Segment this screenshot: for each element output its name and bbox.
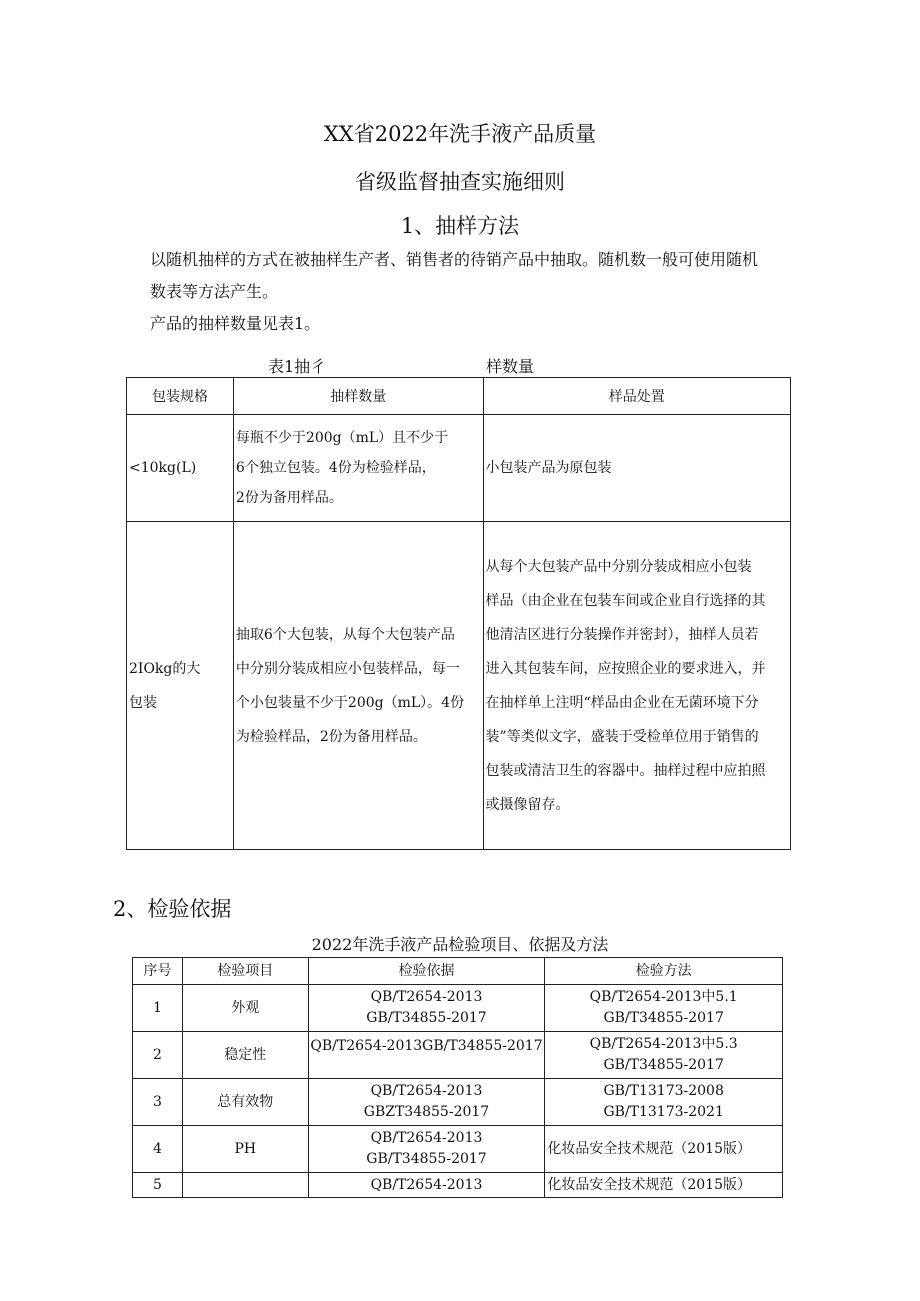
cell-line: 样品（由企业在包装车间或企业自行选择的其	[485, 592, 766, 609]
basis-cell	[308, 1079, 545, 1126]
inspection-table	[132, 957, 783, 1198]
table-header-cell: 包装规格	[127, 378, 234, 415]
cell-line: 化妆品安全技术规范（2015版）	[547, 1176, 751, 1193]
basis-cell	[308, 985, 545, 1032]
cell-line: GB/T34855-2017	[366, 1151, 487, 1167]
cell-line: 个小包装量不少于200g（mL）。4份	[235, 694, 465, 711]
cell-line: 他清洁区进行分装操作并密封），抽样人员若	[485, 626, 759, 643]
table-row	[133, 1173, 783, 1198]
method-cell	[545, 1079, 783, 1126]
table-header-cell: 检验项目	[182, 958, 308, 985]
handling-cell	[483, 415, 790, 522]
item-cell: PH	[182, 1126, 308, 1173]
cell-line: GB/T34855-2017	[603, 1010, 724, 1026]
quantity-cell	[233, 415, 483, 522]
spec-cell: <10kg(L)	[127, 415, 234, 522]
cell-line: GB/T13173-2008	[603, 1083, 724, 1099]
basis-cell	[308, 1173, 545, 1198]
cell-line: QB/T2654-2013中5.1	[589, 989, 738, 1005]
no-cell: 2	[133, 1032, 183, 1079]
para-line: 数表等方法产生。	[150, 282, 279, 301]
no-cell: 3	[133, 1079, 183, 1126]
no-cell: 1	[133, 985, 183, 1032]
cell-line: GB/T34855-2017	[366, 1010, 487, 1026]
cell-line: 抽取6个大包装，从每个大包装产品	[235, 626, 455, 643]
cell-line: 进入其包装车间，应按照企业的要求进入，并	[485, 660, 766, 677]
item-cell: 稳定性	[182, 1032, 308, 1079]
handling-cell	[483, 522, 790, 850]
cell-line: QB/T2654-2013	[370, 989, 483, 1005]
cell-line: 中分别分装成相应小包装样品，每一	[235, 660, 460, 677]
basis-cell	[308, 1126, 545, 1173]
cell-line: QB/T2654-2013	[370, 1130, 483, 1146]
item-cell	[182, 1173, 308, 1198]
table1-caption-right: 样数量	[486, 357, 535, 376]
cell-line: 包装	[129, 694, 157, 711]
basis-cell	[308, 1032, 545, 1079]
method-cell	[545, 1173, 783, 1198]
item-cell: 外观	[182, 985, 308, 1032]
document-title: XX省2022年洗手液产品质量	[323, 122, 597, 146]
spec-cell	[127, 522, 234, 850]
quantity-cell	[233, 522, 483, 850]
cell-line: 从每个大包装产品中分别分装成相应小包装	[485, 558, 752, 575]
sampling-table	[126, 377, 791, 850]
section2-heading: 2、检验依据	[113, 897, 232, 921]
cell-line: 在抽样单上注明“样品由企业在无菌环境下分	[485, 694, 759, 711]
cell-line: 2IOkg的大	[129, 660, 201, 677]
table-header-cell: 抽样数量	[233, 378, 483, 415]
item-cell: 总有效物	[182, 1079, 308, 1126]
no-cell: 5	[133, 1173, 183, 1198]
cell-line: 每瓶不少于200g（mL）且不少于	[235, 430, 449, 446]
cell-line: 6个独立包装。4份为检验样品，	[235, 460, 436, 476]
table-header-cell: 检验依据	[308, 958, 545, 985]
table-row	[127, 522, 791, 850]
cell-line: 小包装产品为原包装	[485, 460, 612, 476]
cell-line: QB/T2654-2013GB/T34855-2017	[310, 1038, 543, 1054]
method-cell	[545, 985, 783, 1032]
table-header-cell: 检验方法	[545, 958, 783, 985]
cell-line: 或摄像留存。	[485, 796, 570, 813]
table-row	[133, 1079, 783, 1126]
table-header-cell: 序号	[133, 958, 183, 985]
table2-caption: 2022年洗手液产品检验项目、依据及方法	[311, 935, 609, 954]
cell-line: 为检验样品，2份为备用样品。	[235, 728, 427, 745]
cell-line: 化妆品安全技术规范（2015版）	[547, 1140, 751, 1157]
table-header-cell: 样品处置	[483, 378, 790, 415]
cell-line: GBZT34855-2017	[363, 1104, 490, 1120]
table-header-row	[133, 958, 783, 985]
cell-line: QB/T2654-2013	[370, 1083, 483, 1099]
cell-line: 装”等类似文字，盛装于受检单位用于销售的	[485, 728, 759, 745]
cell-line: GB/T34855-2017	[603, 1057, 724, 1073]
para-line: 以随机抽样的方式在被抽样生产者、销售者的待销产品中抽取。随机数一般可使用随机	[150, 250, 759, 269]
method-cell	[545, 1126, 783, 1173]
table-row	[133, 1126, 783, 1173]
cell-line: GB/T13173-2021	[603, 1104, 724, 1120]
cell-line: QB/T2654-2013中5.3	[589, 1036, 738, 1052]
table-row	[127, 415, 791, 522]
table-header-row	[127, 378, 791, 415]
table-row	[133, 1032, 783, 1079]
cell-line: 2份为备用样品。	[235, 490, 343, 506]
table-row	[133, 985, 783, 1032]
para-line: 产品的抽样数量见表1。	[150, 314, 321, 333]
cell-line: 包装或清洁卫生的容器中。抽样过程中应拍照	[485, 762, 766, 779]
cell-line: QB/T2654-2013	[370, 1176, 483, 1193]
document-subtitle: 省级监督抽查实施细则	[355, 170, 565, 194]
section1-heading: 1、抽样方法	[400, 214, 520, 238]
method-cell	[545, 1032, 783, 1079]
table1-caption-left: 表1抽彳	[268, 357, 327, 376]
section1-paragraph	[150, 244, 830, 340]
no-cell: 4	[133, 1126, 183, 1173]
